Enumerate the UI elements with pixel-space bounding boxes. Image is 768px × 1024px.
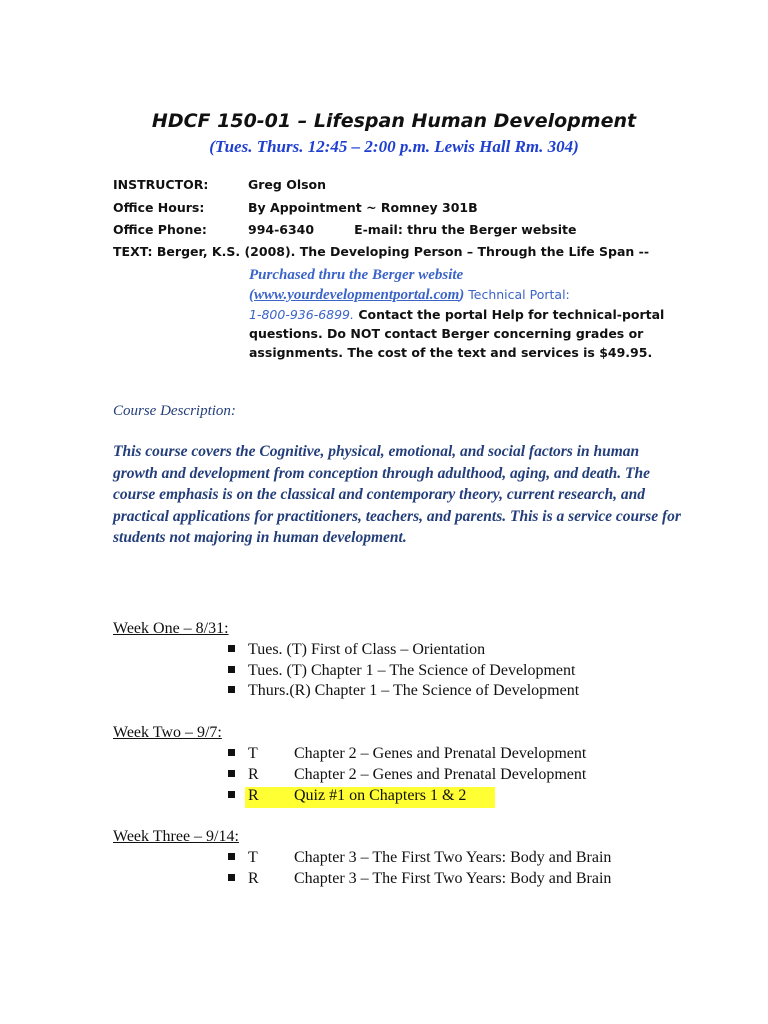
office-phone-label: Office Phone: <box>113 222 207 237</box>
email-text: E-mail: thru the Berger website <box>354 222 577 237</box>
item-day: R <box>248 787 259 804</box>
portal-link[interactable]: www.yourdevelopmentportal.com <box>254 287 460 303</box>
bullet-icon <box>228 770 235 777</box>
item-topic: Chapter 3 – The First Two Years: Body and Brain <box>294 870 612 887</box>
purchase-info <box>249 265 679 362</box>
bullet-icon <box>228 645 235 652</box>
office-hours-value: By Appointment ~ Romney 301B <box>248 200 478 215</box>
bullet-icon <box>228 666 235 673</box>
description-heading <box>113 403 236 420</box>
bullet-icon <box>228 791 235 798</box>
course-title: HDCF 150-01 – Lifespan Human Development <box>151 110 637 132</box>
bullet-icon <box>228 749 235 756</box>
bullet-icon <box>228 874 235 881</box>
item-day: T <box>248 745 258 762</box>
item-topic: Chapter 2 – Genes and Prenatal Development <box>294 745 587 762</box>
portal-label: Technical Portal: <box>464 287 570 302</box>
item-text: Tues. (T) First of Class – Orientation <box>248 641 486 658</box>
description-colon: : <box>230 403 236 419</box>
item-text: Tues. (T) Chapter 1 – The Science of Development <box>248 662 576 679</box>
instructor-row <box>113 177 326 192</box>
item-day: R <box>248 766 259 783</box>
item-topic: Chapter 2 – Genes and Prenatal Development <box>294 766 587 783</box>
text-row: TEXT: Berger, K.S. (2008). The Developing Person – Through the Life Span -- <box>113 244 650 259</box>
item-topic: Chapter 3 – The First Two Years: Body and Brain <box>294 849 612 866</box>
instructor-value: Greg Olson <box>248 177 327 192</box>
office-hours-row <box>113 200 478 215</box>
link-open: ( <box>249 287 254 303</box>
item-day: T <box>248 849 258 866</box>
instructor-label: INSTRUCTOR: <box>113 177 209 192</box>
course-schedule: (Tues. Thurs. 12:45 – 2:00 p.m. Lewis Hall Rm. 304) <box>209 137 579 156</box>
office-phone-value: 994-6340 <box>248 222 315 237</box>
purchase-line: Purchased thru the Berger website <box>249 267 464 283</box>
description-body: This course covers the Cognitive, physical, emotional, and social factors in human growth and development from conception through adulthood, aging, and death. The course emphasis is on the classical and contemporary theory, current research, and practical applications for practitioners, teachers, and parents. This is a service course for students not majoring in human development. <box>113 443 681 546</box>
item-topic: Quiz #1 on Chapters 1 & 2 <box>294 787 467 804</box>
week-heading: Week Two – 9/7: <box>113 724 222 741</box>
office-phone-row <box>113 222 576 237</box>
bullet-icon <box>228 686 235 693</box>
item-text: Thurs.(R) Chapter 1 – The Science of Development <box>248 682 580 699</box>
link-close: ) <box>459 287 465 303</box>
week-heading: Week Three – 9/14: <box>113 828 239 845</box>
office-hours-label: Office Hours: <box>113 200 205 215</box>
bullet-icon <box>228 853 235 860</box>
week-heading: Week One – 8/31: <box>113 620 229 637</box>
portal-phone: 1-800-936-6899. <box>249 307 354 322</box>
item-day: R <box>248 870 259 887</box>
description-heading-text: Course Description <box>113 403 231 419</box>
purchase-details: Contact the portal Help for technical-portal questions. Do NOT contact Berger concerning grades or assignments. The cost of the text and services is $49.95. <box>249 307 665 360</box>
